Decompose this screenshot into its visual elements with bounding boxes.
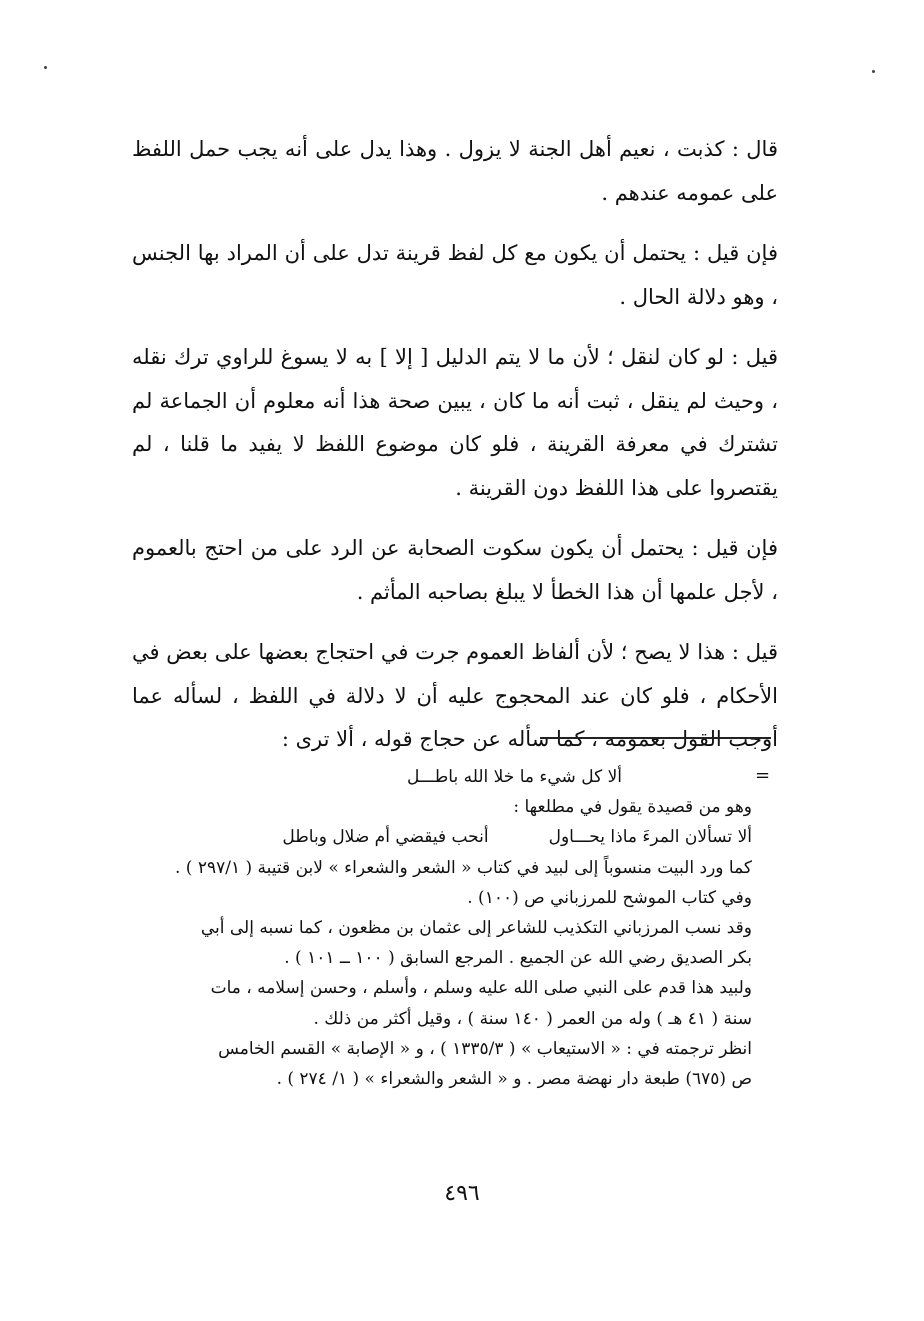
- paragraph: فإن قيل : يحتمل أن يكون مع كل لفظ قرينة تدل على أن المراد بها الجنس ، وهو دلالة الحال .: [132, 241, 778, 309]
- scan-speck: [872, 70, 875, 73]
- footnote-verse: [132, 822, 752, 852]
- paragraph: قال : كذبت ، نعيم أهل الجنة لا يزول . وهذا يدل على أنه يجب حمل اللفظ على عمومه عندهم .: [132, 137, 778, 205]
- footnote-line: كما ورد البيت منسوباً إلى لبيد في كتاب « الشعر والشعراء » لابن قتيبة ( ٢٩٧/١ ) .: [174, 857, 752, 878]
- footnote-line: وقد نسب المرزباني التكذيب للشاعر إلى عثمان بن مظعون ، كما نسبه إلى أبي: [200, 918, 752, 939]
- footnote-line: ولبيد هذا قدم على النبي صلى الله عليه وسلم ، وأسلم ، وحسن إسلامه ، مات: [210, 978, 752, 999]
- footnote-line: بكر الصديق رضي الله عن الجميع . المرجع السابق ( ١٠٠ ــ ١٠١ ) .: [284, 948, 752, 969]
- footnote-line: وفي كتاب الموشح للمرزباني ص (١٠٠) .: [467, 887, 752, 908]
- footnote-line: انظر ترجمته في : « الاستيعاب » ( ١٣٣٥/٣ ) ، و « الإصابة » القسم الخامس: [218, 1038, 752, 1059]
- verse-hemistich: أنحب فيقضي أم ضلال وباطل: [282, 827, 489, 848]
- paragraph: قيل : هذا لا يصح ؛ لأن ألفاظ العموم جرت في احتجاج بعضها على بعض في الأحكام ، فلو كان عند المحجوج عليه أن لا دلالة في اللفظ ، لسأله عما أوجب القول بعمومه ، كما سأله عن حجاج قوله ، ألا ترى :: [132, 640, 778, 751]
- footnote-verse: ألا كل شيء ما خلا الله باطـــل: [406, 767, 622, 787]
- footnote-separator: [540, 737, 771, 739]
- paragraph: قيل : لو كان لنقل ؛ لأن ما لا يتم الدليل [ إلا ] به لا يسوغ للراوي ترك نقله ، وحيث لم ينقل ، ثبت أنه ما كان ، يبين صحة هذا أنه معلوم أن الجماعة لم تشترك في معرفة القرينة ، فلو كان موضوع اللفظ لا يفيد ما قلنا ، لم يقتصروا على هذا اللفظ دون القرينة .: [132, 345, 778, 500]
- footnote: [132, 762, 752, 1094]
- footnote-continuation-marker: =: [755, 765, 771, 786]
- paragraph: فإن قيل : يحتمل أن يكون سكوت الصحابة عن الرد على من احتج بالعموم ، لأجل علمها أن هذا الخطأ لا يبلغ بصاحبه المأثم .: [132, 536, 778, 604]
- footnote-line: سنة ( ٤١ هـ ) وله من العمر ( ١٤٠ سنة ) ، وقيل أكثر من ذلك .: [313, 1008, 752, 1029]
- footnote-line: ص (٦٧٥) طبعة دار نهضة مصر . و « الشعر والشعراء » ( ١/ ٢٧٤ ) .: [276, 1069, 752, 1090]
- footnote-line: وهو من قصيدة يقول في مطلعها :: [513, 797, 752, 818]
- main-text: [132, 128, 778, 779]
- page-number: ٤٩٦: [444, 1181, 480, 1206]
- scan-speck: [44, 66, 47, 69]
- verse-hemistich: ألا تسألان المرءَ ماذا يحـــاول: [548, 827, 752, 848]
